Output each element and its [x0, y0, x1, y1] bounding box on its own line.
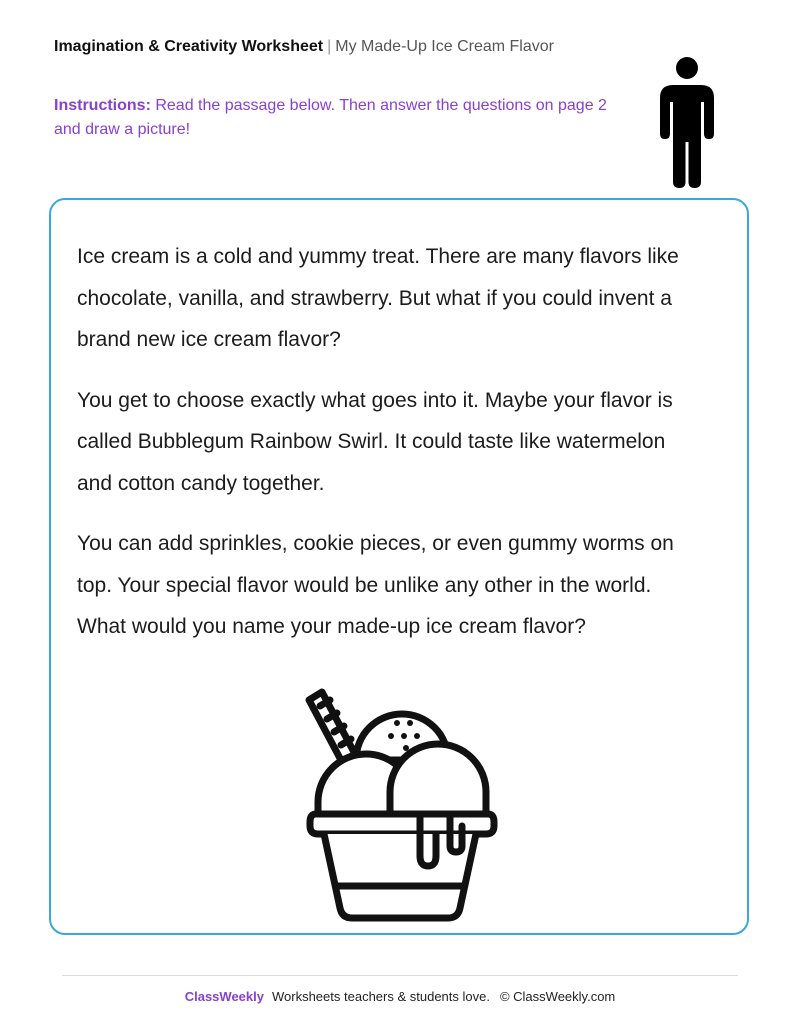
header-separator: |: [327, 38, 332, 55]
passage-paragraph: You can add sprinkles, cookie pieces, or even gummy worms on top. Your special flavor would be unlike any other in the world. What would you name your made-up ice cream flavor?: [77, 532, 674, 638]
instructions-label: Instructions:: [54, 97, 151, 114]
footer-divider: [62, 975, 738, 976]
passage-paragraph: Ice cream is a cold and yummy treat. There are many flavors like chocolate, vanilla, and strawberry. But what if you could invent a brand new ice cream flavor?: [77, 245, 679, 351]
footer-tagline: Worksheets teachers & students love.: [271, 989, 490, 1004]
worksheet-header: [54, 38, 554, 56]
ice-cream-cup-icon: [300, 686, 500, 926]
person-icon: [656, 56, 718, 190]
footer-copyright: © ClassWeekly.com: [499, 989, 616, 1004]
worksheet-subtitle: My Made-Up Ice Cream Flavor: [335, 38, 554, 55]
instructions: [54, 94, 624, 142]
instructions-text: Read the passage below. Then answer the questions on page 2 and draw a picture!: [54, 97, 607, 138]
footer-brand: ClassWeekly: [184, 989, 264, 1004]
reading-passage: [77, 236, 697, 667]
passage-paragraph: You get to choose exactly what goes into it. Maybe your flavor is called Bubblegum Rainbow Swirl. It could taste like watermelon and cotton candy together.: [77, 388, 673, 495]
worksheet-title: Imagination & Creativity Worksheet: [54, 38, 324, 55]
footer: [0, 989, 800, 1004]
